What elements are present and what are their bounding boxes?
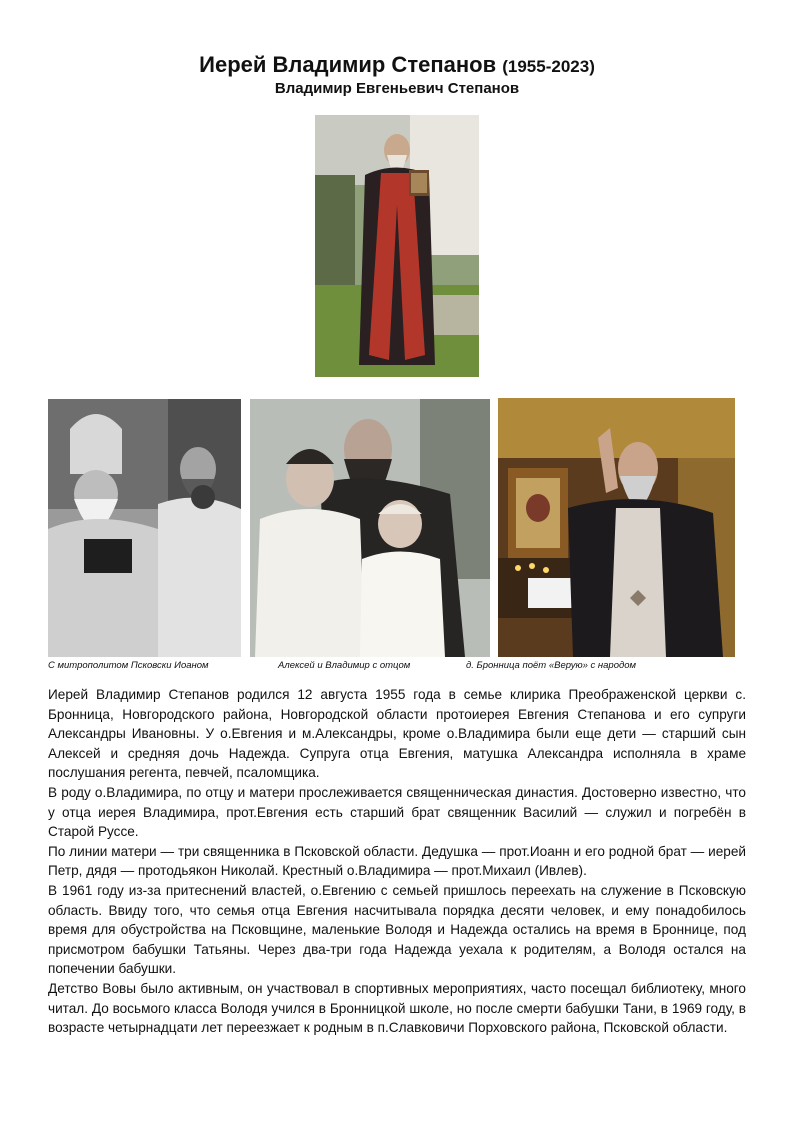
paragraph: По линии матери — три священника в Псковской области. Дедушка — прот.Иоанн и его родной брат — иерей Петр, дядя — протодьякон Николай. Крестный о.Владимира — прот.Михаил (Ивлев). <box>48 843 746 879</box>
title-years: (1955-2023) <box>502 57 595 76</box>
page-title <box>0 52 794 80</box>
paragraph: В 1961 году из-за притеснений властей, о.Евгению с семьей пришлось переехать на служение в Псковскую область. Ввиду того, что семья отца Евгения насчитывала порядка десяти человек, и ему понадобилось время для обустройства на Псковщине, маленькие Володя и Надежда остались на время в Броннице, под присмотром бабушки Татьяны. Через два-три года Надежда уехала к родителям, а Володя остался на попечении бабушки. <box>48 882 746 977</box>
biography-text <box>48 685 746 1038</box>
paragraph: Иерей Владимир Степанов родился 12 августа 1955 года в семье клирика Преображенской церкви с. Бронница, Новгородского района, Новгородской области протоиерея Евгения Степанова и его супруги Александры Ивановны. У о.Евгения и м.Александры, кроме о.Владимира были еще дети — старший сын Алексей и средняя дочь Надежда. Супруга отца Евгения, матушка Александра исполняла в храме послушания регента, певчей, псаломщика. <box>48 687 746 781</box>
photo-caption: С митрополитом Псковски Иоаном <box>48 660 209 671</box>
paragraph: В роду о.Владимира, по отцу и матери прослеживается священническая династия. Достоверно известно, что у отца иерея Владимира, прот.Евгения есть старший брат священник Василий — служил и погребён в Старой Руссе. <box>48 784 746 840</box>
photo-caption: д. Бронница поёт «Верую» с народом <box>466 660 637 671</box>
photo-with-metropolitan <box>48 399 241 657</box>
photo-caption: Алексей и Владимир с отцом <box>278 660 411 671</box>
page-subtitle: Владимир Евгеньевич Степанов <box>274 80 520 97</box>
photo-bronnitsa-creed <box>498 398 735 657</box>
photo-sons-with-father <box>250 399 490 657</box>
paragraph: Детство Вовы было активным, он участвовал в спортивных мероприятиях, часто посещал библиотеку, много читал. До восьмого класса Володя учился в Бронницкой школе, но после смерти бабушки Тани, в 1969 году, в возрасте четырнадцати лет переезжает к родным в п.Славковичи Порховского района, Псковской области. <box>48 980 746 1036</box>
portrait-photo <box>315 115 479 377</box>
title-name: Иерей Владимир Степанов <box>199 52 497 77</box>
